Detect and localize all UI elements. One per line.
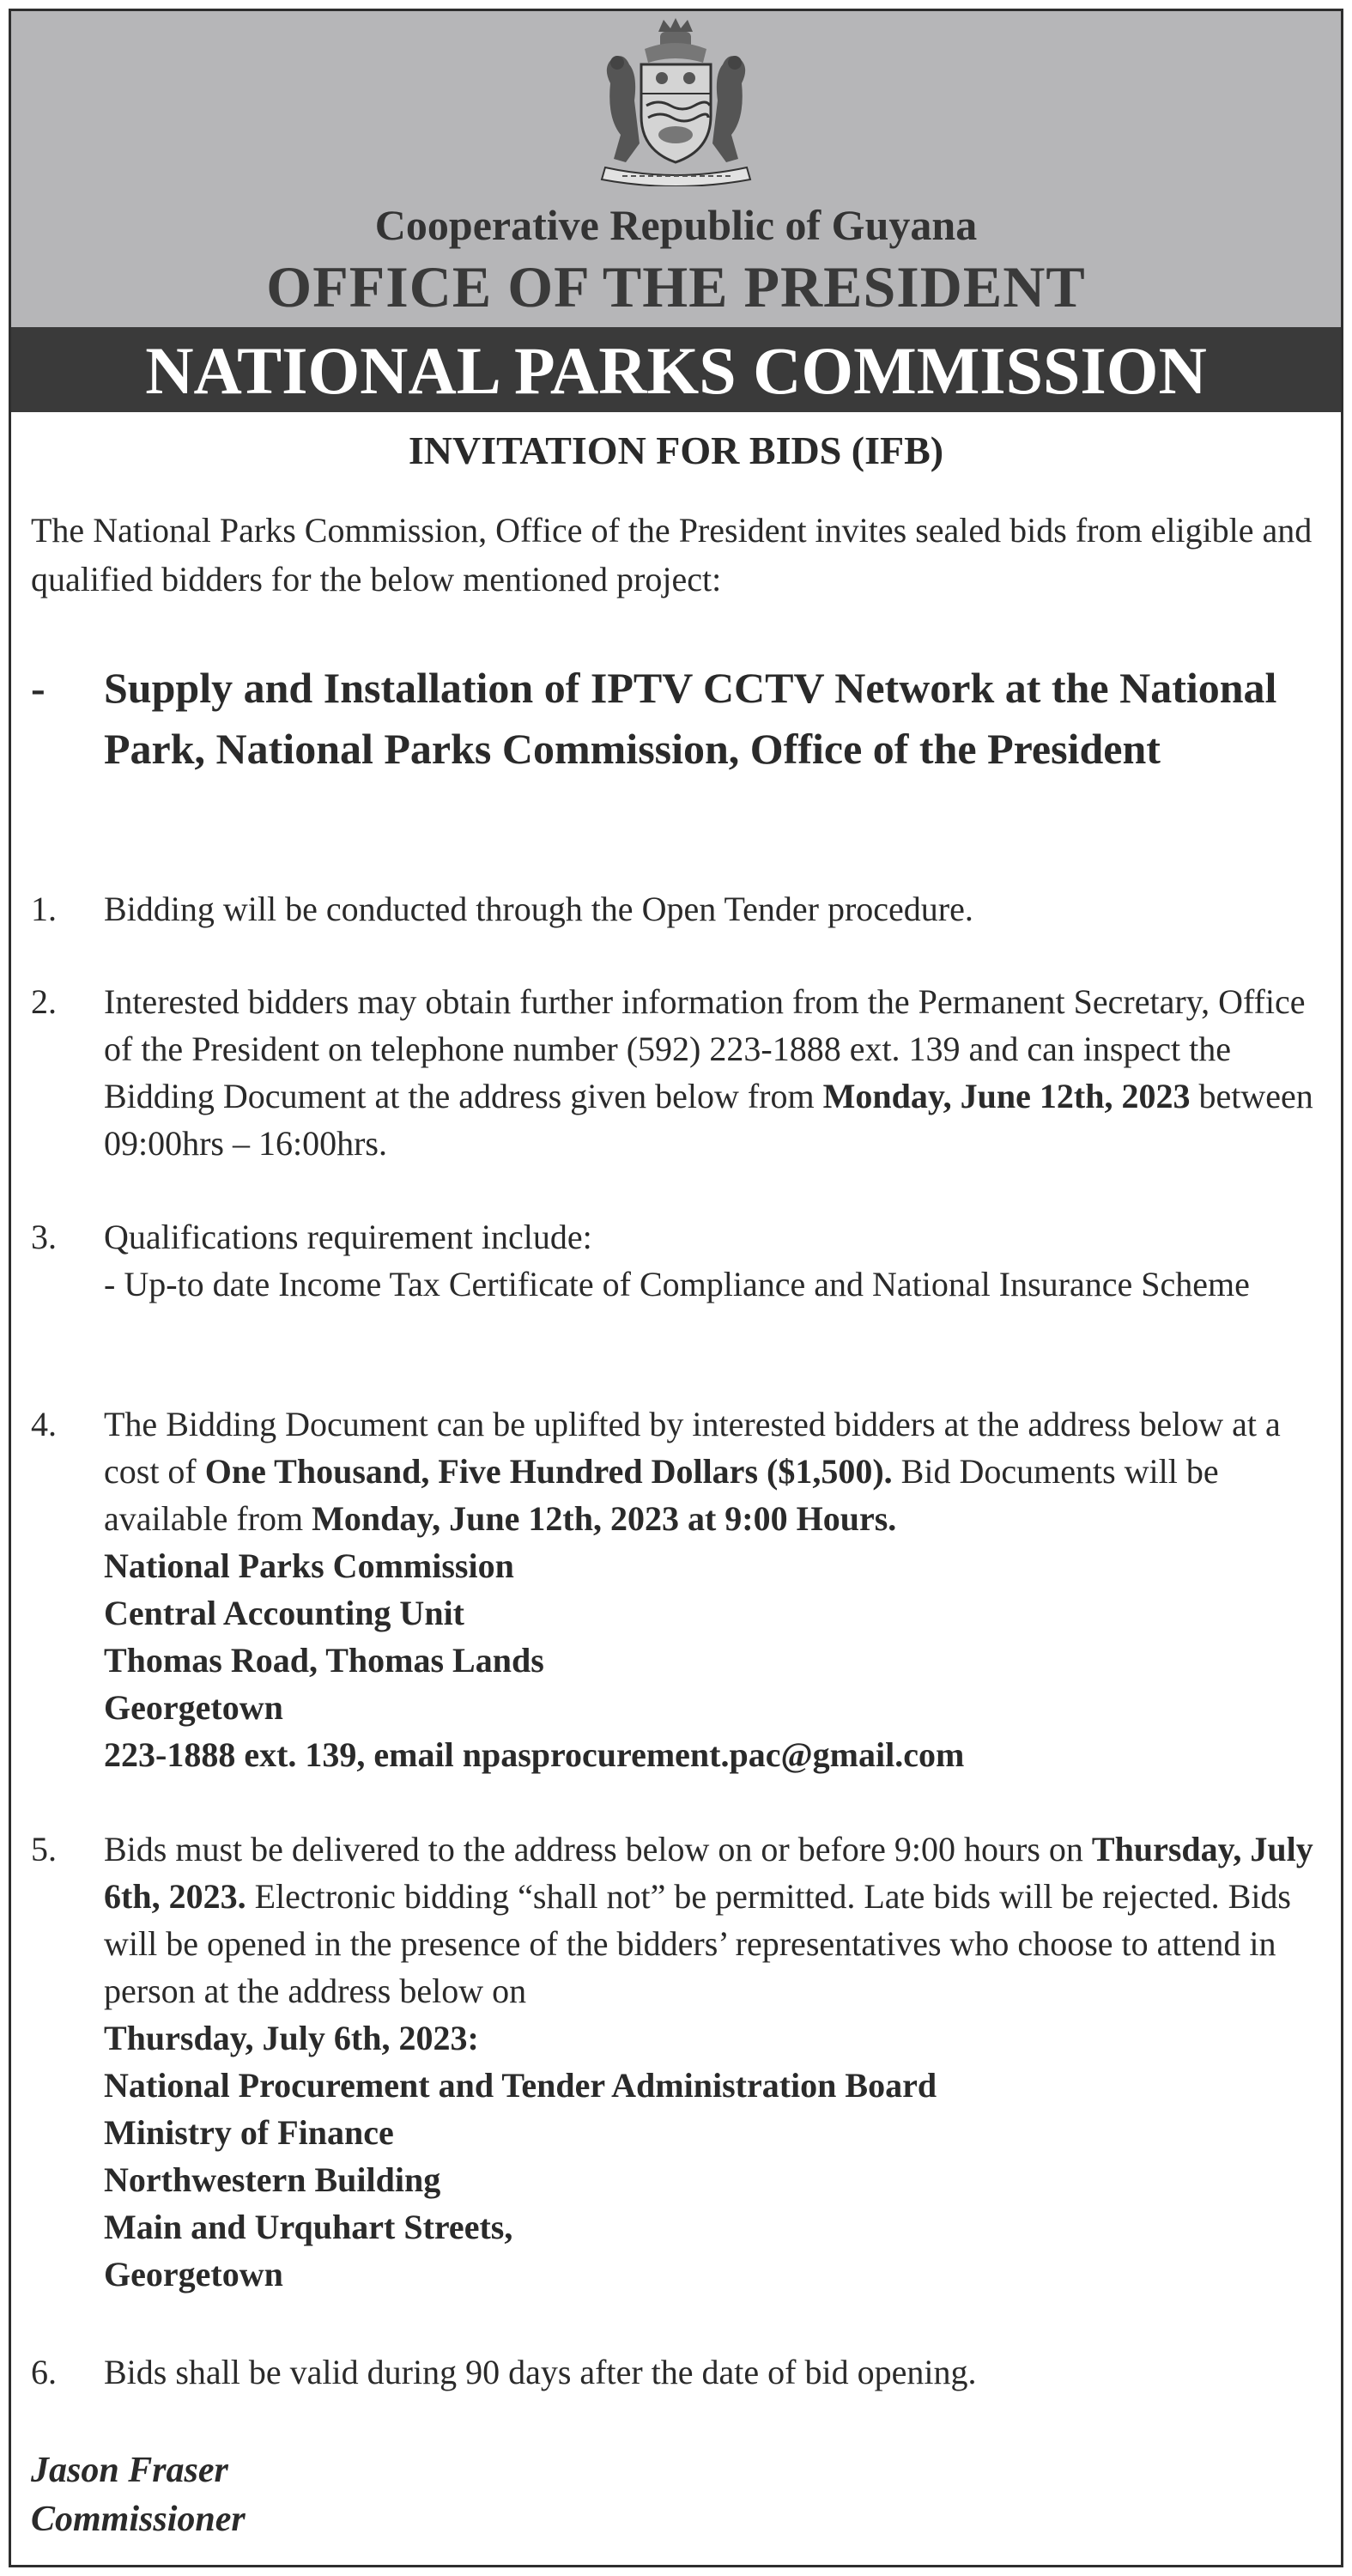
signatory-title: Commissioner bbox=[31, 2500, 246, 2539]
document-cost: One Thousand, Five Hundred Dollars ($1,500). bbox=[204, 1452, 893, 1491]
item-text: The Bidding Document can be uplifted by interested bidders at the address below at a cost of bbox=[104, 1405, 1281, 1491]
contact-line: 223-1888 ext. 139, email npasprocurement.pac@gmail.com bbox=[104, 1735, 965, 1774]
signatory-name: Jason Fraser bbox=[31, 2451, 228, 2490]
signature-block bbox=[31, 2446, 246, 2544]
item-text: Interested bidders may obtain further information from the Permanent Secretary, Office of the President on telephone number (592) 223-1888 ext. 139 and can inspect the Bidding Document at the address given below from bbox=[104, 982, 1306, 1115]
item-number: 4. bbox=[31, 1405, 57, 1443]
item-number: 6. bbox=[31, 2353, 57, 2391]
item-text: Bids must be delivered to the address below on or before 9:00 hours on bbox=[104, 1830, 1083, 1868]
item-number: 3. bbox=[31, 1218, 57, 1256]
item-text: Bids shall be valid during 90 days after the date of bid opening. bbox=[104, 2353, 977, 2391]
address-line: Georgetown bbox=[104, 2255, 283, 2293]
address-line: Georgetown bbox=[104, 1688, 283, 1727]
address-line: Ministry of Finance bbox=[104, 2113, 394, 2152]
item-text: Qualifications requirement include: bbox=[104, 1218, 592, 1256]
qualification-line: - Up-to date Income Tax Certificate of Compliance and National Insurance Scheme bbox=[104, 1265, 1250, 1303]
address-line: Northwestern Building bbox=[104, 2160, 441, 2199]
item-text: Bidding will be conducted through the Open Tender procedure. bbox=[104, 890, 973, 928]
header-banner bbox=[11, 11, 1341, 327]
item-text: Bid Documents will be available from bbox=[104, 1452, 1219, 1538]
item-number: 2. bbox=[31, 982, 57, 1021]
project-text: Supply and Installation of IPTV CCTV Network at the National Park, National Parks Commission, Office of the President bbox=[104, 664, 1277, 773]
item-text: Electronic bidding “shall not” be permitted. Late bids will be rejected. Bids will be opened in the presence of the bidders’ representatives who choose to attend in person at the address below on bbox=[104, 1877, 1291, 2010]
address-line: Thomas Road, Thomas Lands bbox=[104, 1641, 544, 1680]
item-number: 5. bbox=[31, 1830, 57, 1868]
intro-paragraph: The National Parks Commission, Office of the President invites sealed bids from eligible and qualified bidders for the below mentioned project: bbox=[31, 511, 1313, 598]
inspection-date: Monday, June 12th, 2023 bbox=[822, 1077, 1191, 1115]
address-line: Central Accounting Unit bbox=[104, 1594, 464, 1632]
guyana-coat-of-arms-icon bbox=[585, 15, 767, 186]
address-line: Main and Urquhart Streets, bbox=[104, 2208, 513, 2246]
agency-bar bbox=[11, 327, 1341, 412]
item-text: between 09:00hrs – 16:00hrs. bbox=[104, 1077, 1313, 1163]
office-title: OFFICE OF THE PRESIDENT bbox=[266, 254, 1086, 319]
availability-date: Monday, June 12th, 2023 at 9:00 Hours. bbox=[312, 1499, 897, 1538]
country-name: Cooperative Republic of Guyana bbox=[374, 201, 978, 249]
project-dash: - bbox=[31, 664, 45, 712]
address-line: National Parks Commission bbox=[104, 1546, 514, 1585]
deadline-date: Thursday, July 6th, 2023. bbox=[104, 1830, 1313, 1916]
advertisement-frame bbox=[9, 9, 1343, 2567]
opening-date: Thursday, July 6th, 2023: bbox=[104, 2019, 479, 2057]
notice-heading: INVITATION FOR BIDS (IFB) bbox=[408, 428, 944, 472]
item-number: 1. bbox=[31, 890, 57, 928]
agency-title: NATIONAL PARKS COMMISSION bbox=[145, 333, 1207, 408]
address-line: National Procurement and Tender Administration Board bbox=[104, 2066, 937, 2105]
